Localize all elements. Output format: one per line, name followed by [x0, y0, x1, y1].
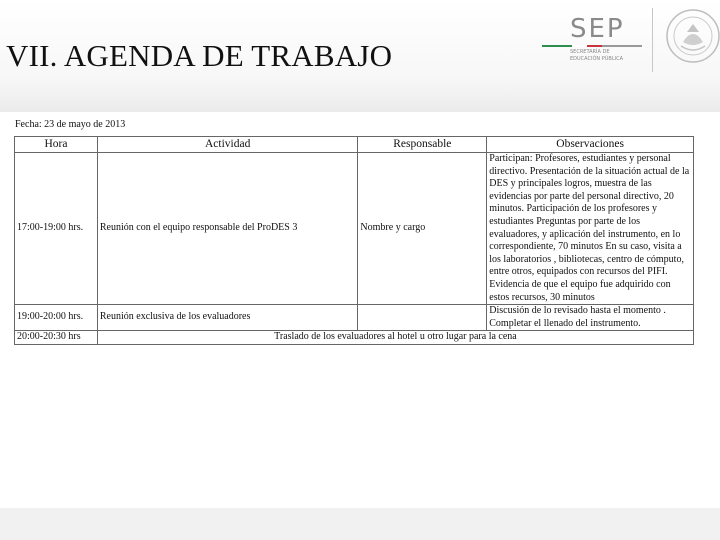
header-actividad: Actividad — [97, 137, 358, 153]
header-band — [0, 0, 720, 112]
table-row — [15, 305, 694, 331]
cell-observaciones: Participan: Profesores, estudiantes y personal directivo. Presentación de la situación actual de la DES y principales logros, muestra de las evidencias por parte del personal directivo, 20 minutos. Participación de los profesores y estudiantes Preguntas por parte de los evaluadores, y aplicación del instrumento, en lo correspondiente, 70 minutos En su caso, visita a los laboratorios , bibliotecas, centro de cómputo, entre otros, equipados con recursos del PIFI. Evidencia de que el equipo fue adquirido con estos recursos, 30 minutos — [487, 153, 694, 305]
sep-logo-stripe — [542, 45, 642, 47]
table-row — [15, 153, 694, 305]
cell-actividad: Reunión con el equipo responsable del ProDES 3 — [97, 153, 358, 305]
cell-traslado: Traslado de los evaluadores al hotel u otro lugar para la cena — [97, 331, 693, 345]
page-title: VII. AGENDA DE TRABAJO — [6, 38, 393, 73]
header-divider — [652, 8, 653, 72]
cell-hora: 20:00-20:30 hrs — [15, 331, 98, 345]
cell-hora: 19:00-20:00 hrs. — [15, 305, 98, 331]
cell-observaciones: Discusión de lo revisado hasta el momento . Completar el llenado del instrumento. — [487, 305, 694, 331]
cell-responsable: Nombre y cargo — [358, 153, 487, 305]
table-header-row — [15, 137, 694, 153]
table-row — [15, 331, 694, 345]
sep-logo-subtitle-1: SECRETARÍA DE — [570, 49, 610, 55]
header-observaciones: Observaciones — [487, 137, 694, 153]
cell-hora: 17:00-19:00 hrs. — [15, 153, 98, 305]
header-hora: Hora — [15, 137, 98, 153]
national-seal-icon — [665, 8, 720, 64]
footer-band — [0, 508, 720, 540]
sep-logo — [540, 12, 646, 70]
sep-logo-subtitle-2: EDUCACIÓN PÚBLICA — [570, 56, 624, 62]
cell-actividad: Reunión exclusiva de los evaluadores — [97, 305, 358, 331]
cell-responsable — [358, 305, 487, 331]
header-responsable: Responsable — [358, 137, 487, 153]
sep-logo-text: SEP — [570, 14, 625, 44]
agenda-table — [14, 136, 694, 345]
fecha-label: Fecha: 23 de mayo de 2013 — [15, 119, 126, 130]
